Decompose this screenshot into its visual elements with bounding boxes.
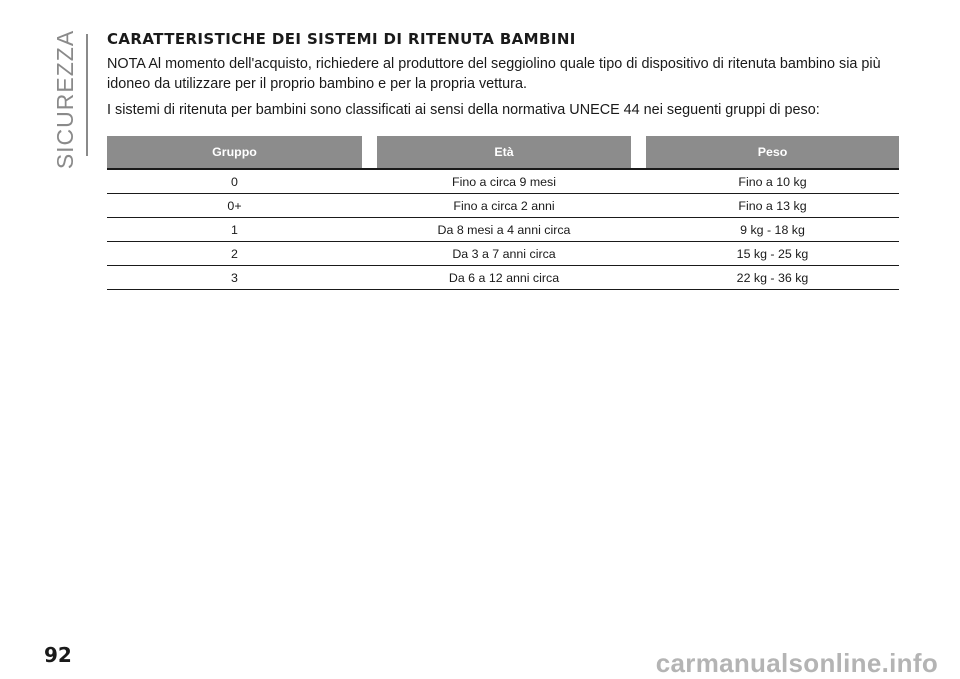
cell-age: Da 6 a 12 anni circa xyxy=(362,266,646,290)
table-row xyxy=(107,170,899,194)
cell-age: Fino a circa 2 anni xyxy=(362,194,646,218)
classification-intro: I sistemi di ritenuta per bambini sono classificati ai sensi della normativa UNECE 44 nei seguenti gruppi di peso: xyxy=(107,102,820,118)
cell-weight: 22 kg - 36 kg xyxy=(646,266,899,290)
cell-group: 0+ xyxy=(107,194,362,218)
section-side-tab xyxy=(50,29,82,169)
side-divider xyxy=(86,34,88,156)
cell-weight: 9 kg - 18 kg xyxy=(646,218,899,242)
table-row xyxy=(107,218,899,242)
page-number: 92 xyxy=(44,643,72,667)
table-row xyxy=(107,194,899,218)
cell-weight: Fino a 10 kg xyxy=(646,170,899,194)
cell-group: 2 xyxy=(107,242,362,266)
weight-groups-table xyxy=(107,136,899,290)
header-age: Età xyxy=(377,136,631,170)
cell-group: 3 xyxy=(107,266,362,290)
header-weight: Peso xyxy=(646,136,899,170)
cell-group: 0 xyxy=(107,170,362,194)
header-separator xyxy=(631,136,646,170)
page-content xyxy=(107,30,903,290)
purchase-note: NOTA Al momento dell'acquisto, richiedere al produttore del seggiolino quale tipo di dispositivo di ritenuta bambino sia più idoneo da utilizzare per il proprio bambino e per la propria vettura. xyxy=(107,56,881,92)
cell-group: 1 xyxy=(107,218,362,242)
section-title: CARATTERISTICHE DEI SISTEMI DI RITENUTA BAMBINI xyxy=(107,30,576,48)
cell-age: Da 8 mesi a 4 anni circa xyxy=(362,218,646,242)
cell-weight: 15 kg - 25 kg xyxy=(646,242,899,266)
header-group: Gruppo xyxy=(107,136,362,170)
table-row xyxy=(107,266,899,290)
section-side-tab-label: SICUREZZA xyxy=(52,29,79,169)
site-watermark: carmanualsonline.info xyxy=(655,648,938,678)
header-separator xyxy=(362,136,377,170)
table-row xyxy=(107,242,899,266)
cell-weight: Fino a 13 kg xyxy=(646,194,899,218)
cell-age: Fino a circa 9 mesi xyxy=(362,170,646,194)
table-header-row xyxy=(107,136,899,170)
cell-age: Da 3 a 7 anni circa xyxy=(362,242,646,266)
